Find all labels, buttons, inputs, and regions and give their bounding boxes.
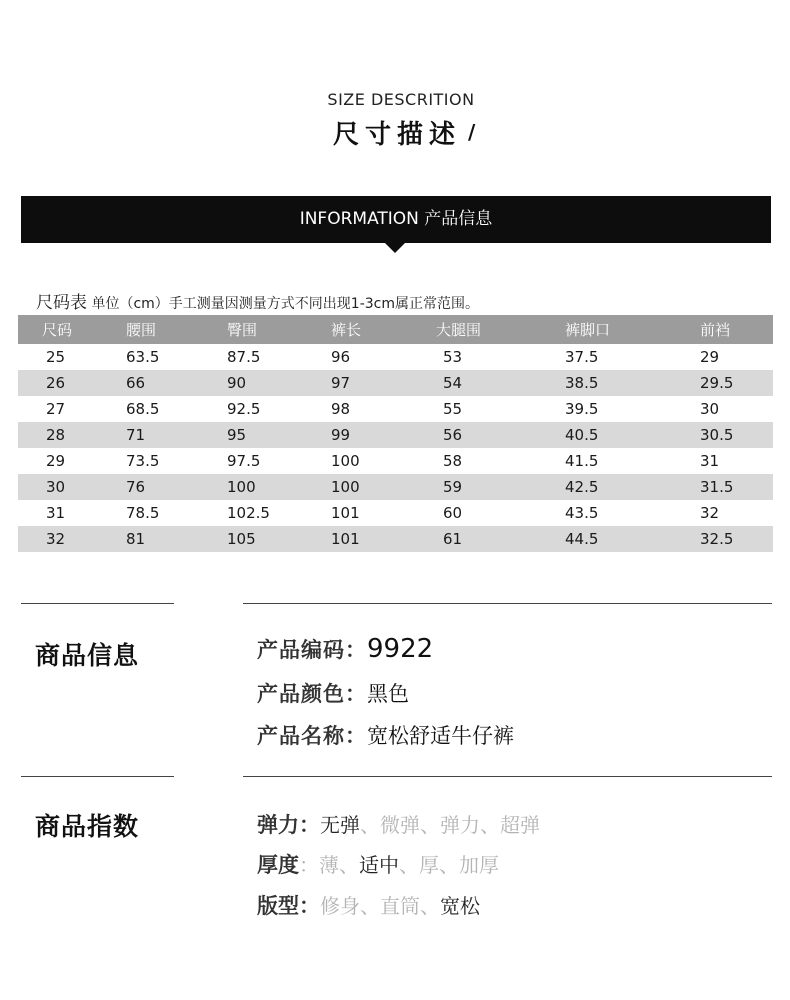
table-row: [18, 370, 773, 396]
table-cell: 87.5: [227, 348, 261, 366]
table-cell: 30: [700, 400, 720, 418]
table-cell: 66: [126, 374, 146, 392]
information-banner: [21, 196, 771, 243]
table-cell: 76: [126, 478, 146, 496]
table-cell: 29: [700, 348, 720, 366]
table-cell: 92.5: [227, 400, 261, 418]
table-cell: 105: [227, 530, 256, 548]
table-row: [18, 474, 773, 500]
banner-text: INFORMATION 产品信息: [299, 209, 493, 229]
table-cell: 37.5: [565, 348, 599, 366]
table-cell: 58: [443, 452, 463, 470]
divider-left: [21, 603, 174, 604]
table-cell: 55: [443, 400, 463, 418]
table-row: [18, 500, 773, 526]
col-header: 尺码: [42, 321, 73, 339]
table-cell: 81: [126, 530, 146, 548]
option-separator: 、: [480, 813, 500, 837]
table-row: [18, 526, 773, 552]
product-code-row: [257, 634, 433, 664]
product-code-value: 9922: [367, 634, 434, 664]
table-cell: 31: [46, 504, 66, 522]
table-cell: 97.5: [227, 452, 261, 470]
col-header: 前裆: [700, 321, 731, 339]
option-separator: 、: [339, 853, 359, 877]
table-cell: 30: [46, 478, 66, 496]
table-cell: 61: [443, 530, 463, 548]
table-cell: 38.5: [565, 374, 599, 392]
elasticity-row: [257, 809, 540, 839]
table-cell: 29.5: [700, 374, 734, 392]
table-cell: 100: [331, 452, 360, 470]
table-row: [18, 448, 773, 474]
fit-options: [320, 894, 480, 918]
option-separator: 、: [420, 813, 440, 837]
table-row: [18, 344, 773, 370]
divider-right: [243, 776, 772, 777]
size-table-header: [18, 315, 773, 344]
table-cell: 73.5: [126, 452, 160, 470]
option-separator: 、: [420, 894, 440, 918]
table-cell: 59: [443, 478, 463, 496]
table-cell: 39.5: [565, 400, 599, 418]
table-row: [18, 422, 773, 448]
col-header: 臀围: [227, 321, 258, 339]
table-cell: 29: [46, 452, 66, 470]
size-table-caption: [36, 288, 479, 313]
table-cell: 28: [46, 426, 66, 444]
size-table: [18, 315, 773, 552]
col-header: 裤长: [331, 321, 362, 339]
table-cell: 101: [331, 504, 360, 522]
table-cell: 53: [443, 348, 463, 366]
table-cell: 27: [46, 400, 66, 418]
product-name-value: 宽松舒适牛仔裤: [367, 724, 514, 748]
col-header: 大腿围: [436, 321, 482, 339]
table-cell: 71: [126, 426, 146, 444]
thickness-label: 厚度: [257, 853, 299, 877]
table-cell: 90: [227, 374, 247, 392]
table-cell: 101: [331, 530, 360, 548]
size-title-en: SIZE DESCRITION: [327, 90, 475, 109]
thickness-option: 加厚: [459, 853, 499, 877]
fit-option: 直筒: [380, 894, 420, 918]
fit-label: 版型：: [257, 894, 320, 918]
fit-option: 修身: [320, 894, 360, 918]
fit-row: [257, 890, 480, 920]
table-cell: 26: [46, 374, 66, 392]
option-separator: 、: [399, 853, 419, 877]
table-cell: 96: [331, 348, 351, 366]
table-cell: 54: [443, 374, 463, 392]
table-cell: 31: [700, 452, 720, 470]
table-cell: 78.5: [126, 504, 160, 522]
table-cell: 102.5: [227, 504, 270, 522]
size-title-cn: 尺寸描述: [333, 120, 462, 150]
option-separator: 、: [360, 894, 380, 918]
product-color-row: [257, 678, 409, 708]
table-cell: 95: [227, 426, 247, 444]
product-index-title: 商品指数: [35, 812, 140, 841]
divider-right: [243, 603, 772, 604]
table-cell: 60: [443, 504, 463, 522]
table-cell: 43.5: [565, 504, 599, 522]
table-cell: 98: [331, 400, 351, 418]
table-cell: 42.5: [565, 478, 599, 496]
thickness-option: 薄: [319, 853, 339, 877]
table-cell: 100: [331, 478, 360, 496]
table-cell: 32.5: [700, 530, 734, 548]
elasticity-label: 弹力：: [257, 813, 320, 837]
option-separator: 、: [360, 813, 380, 837]
table-cell: 41.5: [565, 452, 599, 470]
thickness-options: [319, 853, 499, 877]
elasticity-option: 无弹: [320, 813, 360, 837]
table-cell: 68.5: [126, 400, 160, 418]
product-info-title: 商品信息: [35, 641, 140, 670]
elasticity-option: 弹力: [440, 813, 480, 837]
table-cell: 99: [331, 426, 351, 444]
product-color-label: 产品颜色：: [257, 682, 367, 706]
table-cell: 25: [46, 348, 66, 366]
elasticity-option: 微弹: [380, 813, 420, 837]
table-cell: 40.5: [565, 426, 599, 444]
table-cell: 56: [443, 426, 463, 444]
title-slash: /: [468, 120, 476, 144]
table-row: [18, 396, 773, 422]
size-table-body: [18, 344, 773, 552]
table-cell: 31.5: [700, 478, 734, 496]
table-cell: 30.5: [700, 426, 734, 444]
product-color-value: 黑色: [367, 682, 409, 706]
divider-left: [21, 776, 174, 777]
product-name-row: [257, 720, 514, 750]
elasticity-option: 超弹: [500, 813, 540, 837]
caption-title: 尺码表: [36, 293, 87, 313]
table-cell: 32: [700, 504, 720, 522]
elasticity-options: [320, 813, 540, 837]
thickness-prefix: ：: [299, 853, 319, 877]
table-cell: 100: [227, 478, 256, 496]
table-cell: 32: [46, 530, 66, 548]
thickness-row: [257, 849, 499, 879]
thickness-option: 厚: [419, 853, 439, 877]
caption-note: 单位（cm）手工测量因测量方式不同出现1-3cm属正常范围。: [87, 296, 479, 312]
thickness-option: 适中: [359, 853, 399, 877]
table-cell: 44.5: [565, 530, 599, 548]
table-cell: 97: [331, 374, 351, 392]
option-separator: 、: [439, 853, 459, 877]
table-cell: 63.5: [126, 348, 160, 366]
product-name-label: 产品名称：: [257, 724, 367, 748]
banner-notch: [385, 243, 405, 253]
fit-option: 宽松: [440, 894, 480, 918]
col-header: 裤脚口: [565, 321, 611, 339]
product-code-label: 产品编码：: [257, 638, 367, 662]
col-header: 腰围: [126, 321, 157, 339]
